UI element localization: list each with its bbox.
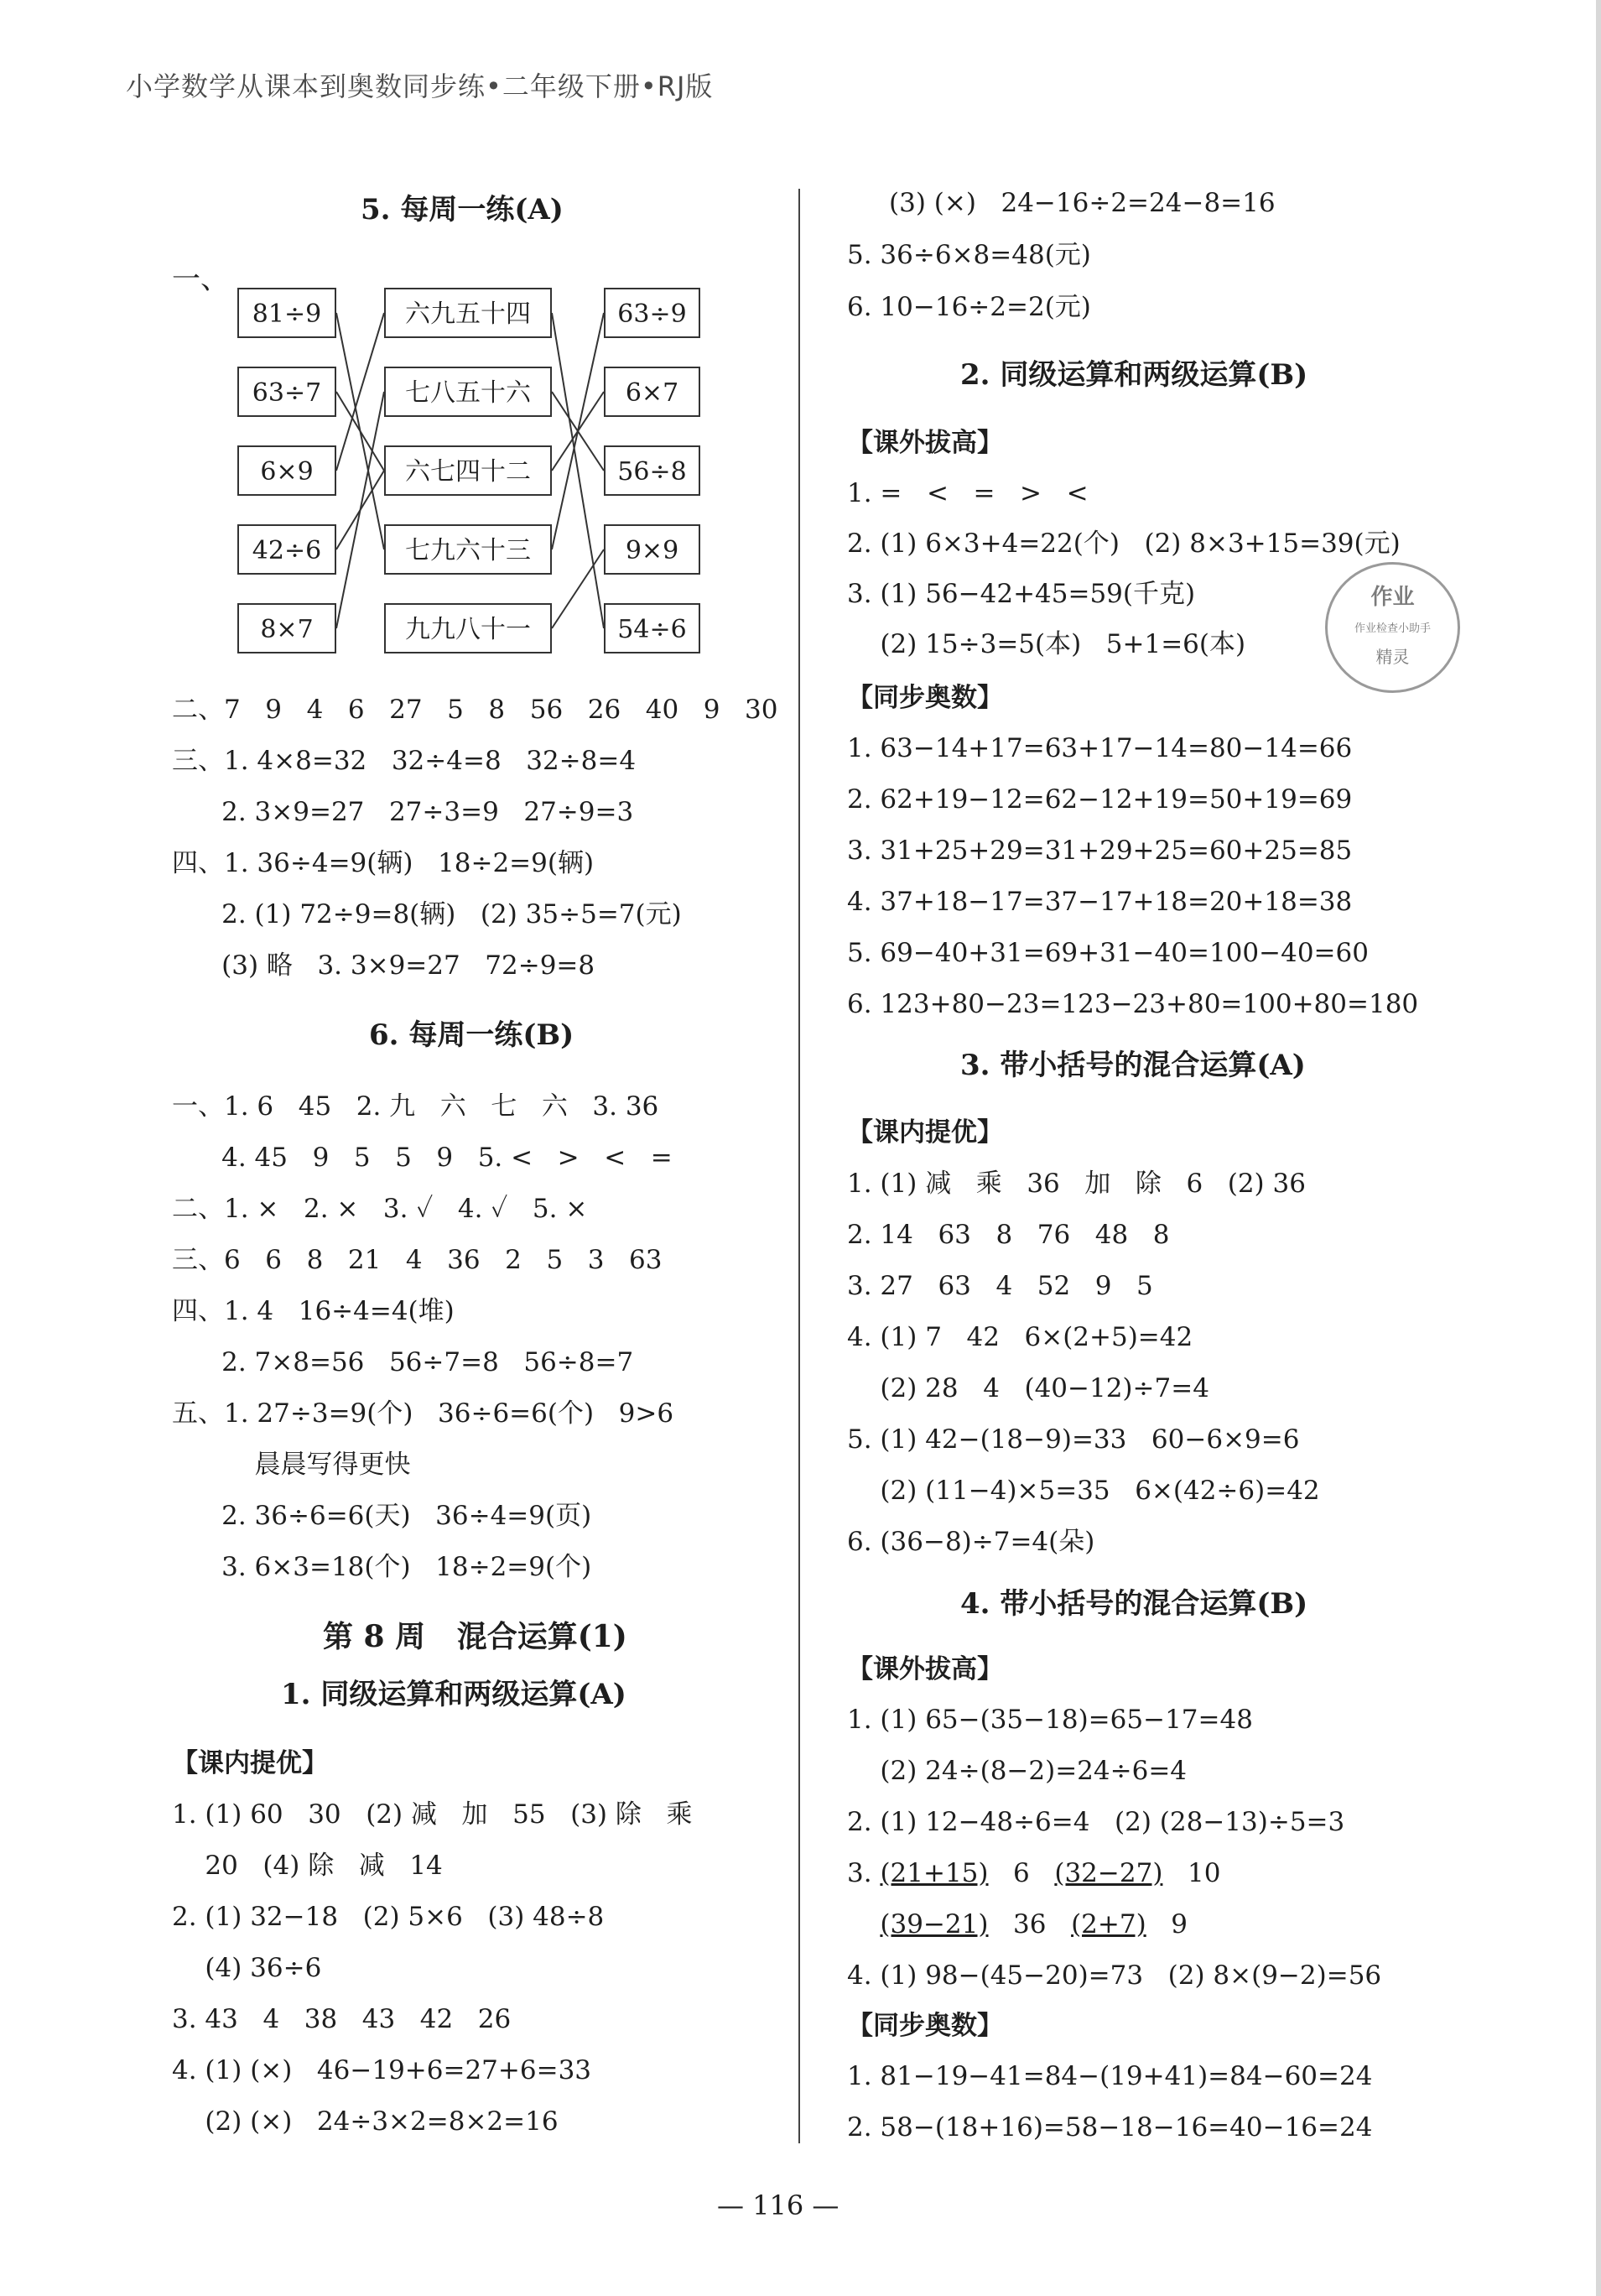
s6-line-3: 二、1. × 2. × 3. ✓ 4. ✓ 5. × [172, 1194, 588, 1224]
tag-olympiad-r4: 【同步奥数】 [847, 2011, 1003, 2041]
w8-1-line-5: 3. 43 4 38 43 42 26 [172, 2004, 512, 2034]
tag-extra: 【课外拔高】 [847, 428, 1003, 458]
r3-line-3: 3. 27 63 4 52 9 5 [847, 1271, 1153, 1301]
r4-q3-d: 36 [988, 1909, 1072, 1939]
r3-line-6: 5. (1) 42−(18−9)=33 60−6×9=6 [847, 1424, 1300, 1455]
stamp-mid-text: 作业检查小助手 [1354, 622, 1431, 635]
r4-q3-num: 3. [847, 1858, 881, 1888]
match-line-3 [336, 313, 384, 471]
s5-line-2: 三、1. 4×8=32 32÷4=8 32÷8=4 [172, 746, 637, 776]
r2-olymp-4: 4. 37+18−17=37−17+18=20+18=38 [847, 887, 1353, 917]
r4-q3-e: 9 [1146, 1909, 1188, 1939]
s6-line-7: 五、1. 27÷3=9(个) 36÷6=6(个) 9>6 [172, 1398, 674, 1429]
s5-line-1: 二、7 9 4 6 27 5 8 56 26 40 9 30 [172, 695, 778, 725]
r2-olymp-1: 1. 63−14+17=63+17−14=80−14=66 [847, 733, 1353, 763]
match-box-c3: 56÷8 [604, 445, 700, 496]
section-title-5: 5. 每周一练(A) [361, 193, 564, 226]
r2-line-3: 3. (1) 56−42+45=59(千克) [847, 579, 1196, 609]
s5-line-3: 2. 3×9=27 27÷3=9 27÷9=3 [172, 797, 634, 827]
r-top-line-3: 6. 10−16÷2=2(元) [847, 292, 1091, 322]
r4-q3-u3: (39−21) [880, 1909, 989, 1939]
r2-olymp-6: 6. 123+80−23=123−23+80=100+80=180 [847, 989, 1419, 1019]
s6-line-2: 4. 45 9 5 5 9 5. < > < = [172, 1143, 673, 1173]
match-box-a5: 8×7 [237, 603, 336, 653]
r2-line-2: 2. (1) 6×3+4=22(个) (2) 8×3+15=39(元) [847, 528, 1401, 559]
match-line-10 [552, 549, 604, 628]
s6-line-1: 一、1. 6 45 2. 九 六 七 六 3. 36 [172, 1091, 659, 1122]
w8-1-line-2: 20 (4) 除 减 14 [172, 1851, 443, 1881]
match-box-b1: 六九五十四 [384, 288, 552, 338]
r3-line-8: 6. (36−8)÷7=4(朵) [847, 1527, 1095, 1557]
match-line-9 [552, 313, 604, 549]
section-title-r4: 4. 带小括号的混合运算(B) [960, 1587, 1308, 1621]
w8-1-line-1: 1. (1) 60 30 (2) 减 加 55 (3) 除 乘 [172, 1799, 693, 1830]
chapter-title: 第 8 周 混合运算(1) [323, 1619, 627, 1654]
match-box-a4: 42÷6 [237, 524, 336, 575]
match-box-b3: 六七四十二 [384, 445, 552, 496]
match-box-c2: 6×7 [604, 367, 700, 417]
r4-line-2: (2) 24÷(8−2)=24÷6=4 [847, 1756, 1188, 1786]
homework-stamp-logo [1325, 562, 1460, 693]
r4-q3-line-1 [847, 1856, 1220, 1890]
s6-line-5: 四、1. 4 16÷4=4(堆) [172, 1296, 455, 1326]
stamp-top-text: 作业 [1370, 585, 1415, 610]
s6-line-10: 3. 6×3=18(个) 18÷2=9(个) [172, 1552, 592, 1582]
s5-line-4: 四、1. 36÷4=9(辆) 18÷2=9(辆) [172, 848, 595, 878]
r4-q4: 4. (1) 98−(45−20)=73 (2) 8×(9−2)=56 [847, 1960, 1382, 1991]
running-header: 小学数学从课本到奥数同步练•二年级下册•RJ版 [126, 70, 714, 102]
section-title-r2: 2. 同级运算和两级运算(B) [960, 358, 1308, 392]
tag-in-class: 【课内提优】 [172, 1748, 328, 1778]
section-title-w8-1: 1. 同级运算和两级运算(A) [281, 1678, 626, 1711]
r3-line-1: 1. (1) 减 乘 36 加 除 6 (2) 36 [847, 1169, 1306, 1199]
match-box-a1: 81÷9 [237, 288, 336, 338]
s5-line-6: (3) 略 3. 3×9=27 72÷9=8 [172, 950, 595, 981]
s6-line-6: 2. 7×8=56 56÷7=8 56÷8=7 [172, 1347, 634, 1377]
match-box-a3: 6×9 [237, 445, 336, 496]
r4-line-1: 1. (1) 65−(35−18)=65−17=48 [847, 1705, 1253, 1735]
r4-q3-u2: (32−27) [1054, 1858, 1163, 1888]
r-top-line-1: (3) (×) 24−16÷2=24−8=16 [889, 188, 1276, 218]
match-box-c5: 54÷6 [604, 603, 700, 653]
s6-line-9: 2. 36÷6=6(天) 36÷4=9(页) [172, 1501, 592, 1531]
match-box-b4: 七九六十三 [384, 524, 552, 575]
r4-olymp-2: 2. 58−(18+16)=58−18−16=40−16=24 [847, 2112, 1373, 2142]
r2-olymp-2: 2. 62+19−12=62−12+19=50+19=69 [847, 784, 1353, 815]
match-box-a2: 63÷7 [237, 367, 336, 417]
r4-q3-c: 10 [1162, 1858, 1221, 1888]
stamp-bottom-text: 精灵 [1375, 647, 1410, 667]
r2-line-4: (2) 15÷3=5(本) 5+1=6(本) [847, 629, 1246, 659]
w8-1-line-7: (2) (×) 24÷3×2=8×2=16 [172, 2106, 559, 2137]
w8-1-line-6: 4. (1) (×) 46−19+6=27+6=33 [172, 2055, 592, 2085]
s6-line-8: 晨晨写得更快 [172, 1450, 411, 1480]
r-top-line-2: 5. 36÷6×8=48(元) [847, 240, 1091, 270]
tag-in-class-r: 【课内提优】 [847, 1117, 1003, 1148]
tag-extra-r4: 【课外拔高】 [847, 1654, 1003, 1684]
w8-1-line-3: 2. (1) 32−18 (2) 5×6 (3) 48÷8 [172, 1902, 605, 1932]
w8-1-line-4: (4) 36÷6 [172, 1953, 322, 1983]
r3-line-5: (2) 28 4 (40−12)÷7=4 [847, 1373, 1209, 1403]
column-divider [798, 189, 800, 2143]
page-number: — 116 — [717, 2189, 839, 2221]
section-title-6: 6. 每周一练(B) [369, 1018, 574, 1052]
r4-olymp-1: 1. 81−19−41=84−(19+41)=84−60=24 [847, 2061, 1373, 2091]
s5-line-5: 2. (1) 72÷9=8(辆) (2) 35÷5=7(元) [172, 899, 682, 929]
r3-line-7: (2) (11−4)×5=35 6×(42÷6)=42 [847, 1476, 1320, 1506]
matching-label: 一、 [172, 263, 229, 296]
s6-line-4: 三、6 6 8 21 4 36 2 5 3 63 [172, 1245, 663, 1275]
r2-olymp-3: 3. 31+25+29=31+29+25=60+25=85 [847, 836, 1353, 866]
section-title-r3: 3. 带小括号的混合运算(A) [960, 1049, 1306, 1082]
r4-line-3: 2. (1) 12−48÷6=4 (2) (28−13)÷5=3 [847, 1807, 1345, 1837]
match-box-c4: 9×9 [604, 524, 700, 575]
r4-q3-b: 6 [988, 1858, 1055, 1888]
r2-line-1: 1. = < = > < [847, 478, 1089, 508]
match-box-c1: 63÷9 [604, 288, 700, 338]
match-box-b2: 七八五十六 [384, 367, 552, 417]
match-box-b5: 九九八十一 [384, 603, 552, 653]
r4-q3-u4: (2+7) [1071, 1909, 1146, 1939]
tag-olympiad: 【同步奥数】 [847, 683, 1003, 713]
r4-q3-indent [847, 1909, 880, 1939]
r4-q3-line-2 [847, 1908, 1188, 1941]
match-line-6 [552, 313, 604, 628]
r3-line-2: 2. 14 63 8 76 48 8 [847, 1220, 1170, 1250]
r3-line-4: 4. (1) 7 42 6×(2+5)=42 [847, 1322, 1193, 1352]
r2-olymp-5: 5. 69−40+31=69+31−40=100−40=60 [847, 938, 1369, 968]
r4-q3-u1: (21+15) [880, 1858, 989, 1888]
